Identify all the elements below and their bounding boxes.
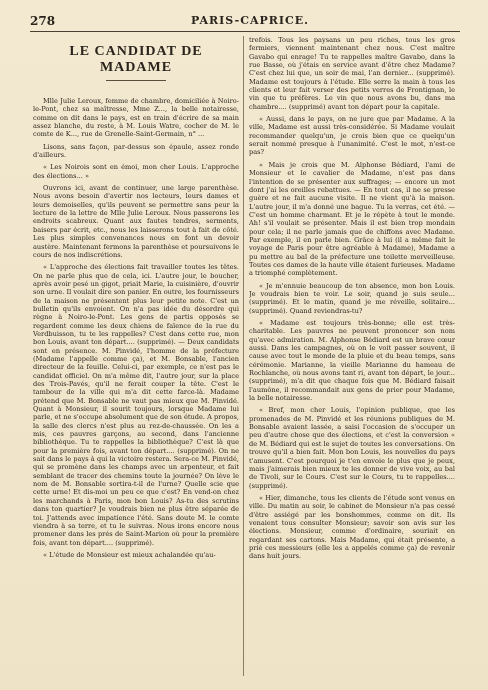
- paragraph: « Bref, mon cher Louis, l'opinion publique, que les promenades de M. Pinvidé et les réunions publiques de M. Bonsable avaient lassée, a saisi l'occasion de s'occuper un peu d'autre chose que des élections, et c'est la conversion « de M. Bédiard qui est le sujet de toutes les conversations. On trouve qu'il a bien fait. Mon bon Louis, les nouvelles du pays t'amusent. C'est pourquoi je t'en envoie le plus que je peux, mais j'aimerais bien mieux te les donner de vive voix, au bal de Tivoli, sur le Cours. C'est sur le Cours, tu te rappelles.... (supprimé).: [249, 406, 455, 490]
- paragraph: Mlle Julie Leroux, femme de chambre, domiciliée à Noiro-le-Pont, chez sa maîtresse, Mme Z..., la belle notairesse, comme on dit dans le pays, est en train d'écrire de sa main assez blanche, du reste, à M. Louis Watre, cocher de M. le comte de K..., rue de Grenelle-Saint-Germain, n° ...: [33, 97, 239, 139]
- article-title: LE CANDIDAT DE MADAME: [69, 44, 203, 75]
- header-rule: [30, 31, 460, 32]
- paragraph: Ouvrons ici, avant de continuer, une large parenthèse. Nous avons besoin d'avertir nos lecteurs, leurs dames et leurs demoiselles, qu'ils peuvent se permettre sans peur la lecture de la lettre de Mlle Julie Leroux. Nous passerons les endroits scabreux. Quant aux fautes tendres, serments, baisers par écrit, etc., nous les laisserons tout à fait de côté. Les plus simples convenances nous en font un devoir austère. Maintenant fermons la parenthèse et poursuivons le cours de nos indiscrétions.: [33, 184, 239, 259]
- paragraph: « Mais je crois que M. Alphonse Bédiard, l'ami de Monsieur et le cavalier de Madame, n'est pas dans l'intention de se présenter aux suffrages; — encore un mot dont j'ai les oreilles rebattues. — En tout cas, il ne se presse guère et ne fait aucune visite. Il ne vient qu'à la maison. L'autre jour, il m'a donné une bague. Tu la verras, cet été. — C'est un homme charmant. Et je le répète à tout le monde. Ah! s'il voulait se présenter. Mais il est bien trop mondain pour cela; il ne parle jamais que de chiffons avec Madame. Par exemple, il en parle bien. Grâce à lui (il a même fait le voyage de Paris pour être agréable à Madame), Madame a pu mettre au bal de la préfecture une toilette merveilleuse. Toutes ces dames de la haute ville étaient furieuses. Madame a triomphé complètement.: [249, 160, 455, 278]
- paragraph: « Je m'ennuie beaucoup de ton absence, mon bon Louis. Je voudrais bien te voir. Le soir, quand je suis seule... (supprimé). Et le matin, quand je me réveille, solitaire... (supprimé). Quand reviendras-tu?: [249, 281, 455, 315]
- title-rule: [106, 80, 166, 81]
- paragraph: « Les Noirois sont en émoi, mon cher Louis. L'approche des élections... »: [33, 163, 239, 180]
- paragraph: « Aussi, dans le pays, on ne jure que par Madame. A la ville, Madame est aussi très-considérée. Si Madame voulait recommander quelqu'un, je crois bien que ce quelqu'un serait nommé presque à l'unanimité. C'est le mot, n'est-ce pas?: [249, 115, 455, 157]
- page-header: [30, 14, 460, 30]
- paragraph: trefois. Tous les paysans un peu riches, tous les gros fermiers, viennent maintenant chez nous. C'est maître Gavabo qui enrage! Tu te rappelles maître Gavabo, dans la rue Basse, où j'étais en service avant d'être chez Madame? C'est chez lui que, un soir de mai, l'an dernier... (supprimé). Madame est toujours à l'étude. Elle serre la main à tous les clients et leur fait verser des petits verres de Frontignan, le vin que tu préfères. Le vin que nous avons bu, dans ma chambre.... (supprimé) avant ton départ pour la capitale.: [249, 36, 455, 111]
- right-column: [249, 36, 455, 684]
- paragraph: « Hier, dimanche, tous les clients de l'étude sont venus en ville. Du matin au soir, le cabinet de Monsieur n'a pas cessé d'être assiégé par les bonshommes, comme on dit. Ils venaient tous consulter Monsieur; savoir son avis sur les élections. Monsieur, comme d'ordinaire, souriait en regardant ses cartons. Mais Madame, qui était présente, a prié ces messieurs (elle les a appelés comme ça) de revenir dans huit jours.: [249, 493, 455, 561]
- paragraph: « L'approche des élections fait travailler toutes les têtes. On ne parle plus que de cela, ici. L'autre jour, le boucher, après avoir pesé un gigot, priait Marie, la cuisinière, d'ouvrir son urne. Il voulait dire son panier. En outre, les fournisseurs de la maison ne présentent plus leur petite note. C'est un bulletin qu'ils envoient. On n'a pas idée du désordre qui règne à Noiro-le-Pont. Les gens de partis opposés se regardent comme les deux chiens de faïence de la rue du Verdbuisson, tu te les rappelles? C'est dans cette rue, mon bon Louis, avant ton départ.... (supprimé). — Deux candidats sont en présence. M. Pinvidé, l'homme de la préfecture (Madame l'appelle comme ça), et M. Bonsable, l'ancien directeur de la feuille. Celui-ci, par exemple, ce n'est pas le candidat officiel. On m'a même dit, l'autre jour, sur la place des Trois-Pavés, qu'il ne ferait couper la tête. C'est le tambour de la ville qui m'a dit cette farce-là. Madame prétend que M. Bonsable ne vaut pas mieux que M. Pinvidé. Quant à Monsieur, il sourit toujours, lorsque Madame lui parle, et ne s'occupe absolument que de son étude. A propos, la salle des clercs n'est plus au rez-de-chaussée. On les a mis, ces pauvres garçons, au second, dans l'ancienne bibliothèque. Tu te rappelles la bibliothèque? C'est là que pour la première fois, avant ton départ.... (supprimé). On ne sait dans le pays à qui la victoire restera. Sera-ce M. Pinvidé, qui se promène dans les champs avec un arpenteur, et fait semblant de tracer des chemins toute la journée? On lève le nom de M. Bonsable sortira-t-il de l'urne? Quelle scie que cette urne! Et dis-moi un peu ce que c'est? En vend-on chez les marchands à Paris, mon bon Louis? As-tu des scrutins dans ton quartier? Je voudrais bien ne plus être séparée de toi. J'attends avec impatience l'été. Sans doute M. le comte viendra à sa terre, et tu le suivras. Nous irons encore nous promener dans les prés de Saint-Marion où pour la première fois, avant ton départ.... (supprimé).: [33, 263, 239, 547]
- left-column: [33, 44, 239, 684]
- paragraph: « L'étude de Monsieur est mieux achalandée qu'au-: [43, 550, 216, 559]
- paragraph: « Madame est toujours très-bonne; elle est très-charitable. Les pauvres ne peuvent prononcer son nom qu'avec admiration. M. Alphonse Bédiard est un brave cœur aussi. Dans les campagnes, où on le voit passer souvent, il cause avec tout le monde de la pluie et du beau temps, sans cérémonie. Marianne, la vieille Marianne du hameau de Rochlanche, où nous avons tant ri, avant ton départ, le jour... (supprimé), m'a dit que chaque fois que M. Bédiard faisait l'aumône, il recommandait aux gens de prier pour Madame, la belle notairesse.: [249, 319, 455, 403]
- paragraph: Lisons, sans façon, par-dessus son épaule, assez ronde d'ailleurs.: [33, 142, 239, 160]
- column-divider: [243, 36, 244, 676]
- running-head: PARIS-CAPRICE.: [190, 14, 310, 27]
- page-number: 278: [30, 14, 56, 28]
